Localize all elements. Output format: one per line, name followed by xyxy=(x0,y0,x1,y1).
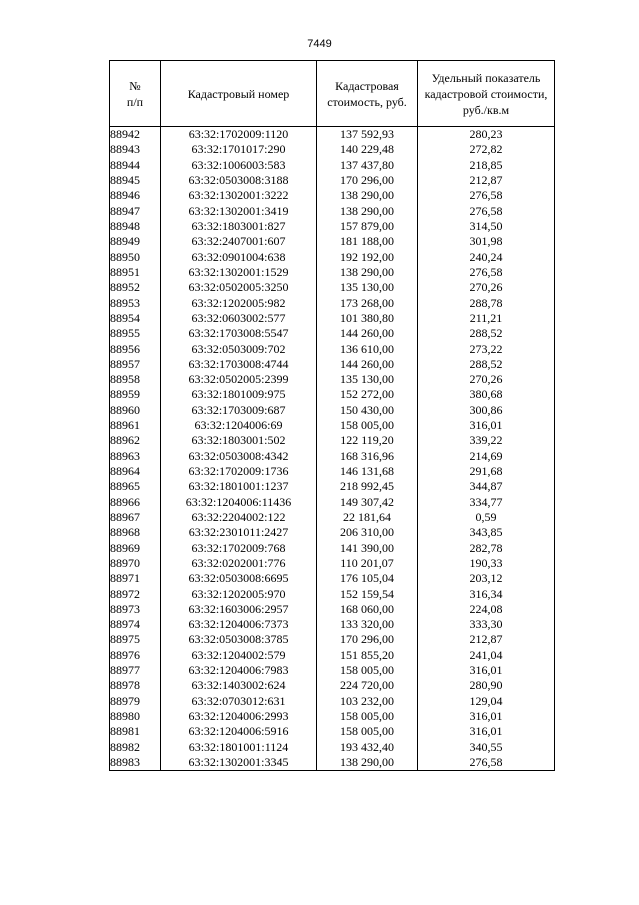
table-row xyxy=(110,173,555,188)
cell-num: 88974 xyxy=(110,617,161,632)
cell-num: 88948 xyxy=(110,219,161,234)
cell-cadastral-number: 63:32:1703008:5547 xyxy=(161,326,317,341)
table-row xyxy=(110,525,555,540)
cadastral-table xyxy=(109,60,555,771)
cell-cadastral-value: 122 119,20 xyxy=(317,433,418,448)
cell-cadastral-value: 170 296,00 xyxy=(317,632,418,647)
cell-cadastral-value: 218 992,45 xyxy=(317,479,418,494)
cell-cadastral-number: 63:32:0502005:3250 xyxy=(161,280,317,295)
cell-specific-indicator: 276,58 xyxy=(418,204,555,219)
cell-cadastral-value: 137 592,93 xyxy=(317,127,418,143)
table-row xyxy=(110,372,555,387)
cell-cadastral-number: 63:32:0503009:702 xyxy=(161,341,317,356)
cell-num: 88975 xyxy=(110,632,161,647)
cell-cadastral-number: 63:32:0503008:4342 xyxy=(161,449,317,464)
cell-cadastral-number: 63:32:1204006:69 xyxy=(161,418,317,433)
table-row xyxy=(110,449,555,464)
cell-cadastral-number: 63:32:1702009:1736 xyxy=(161,464,317,479)
table-row xyxy=(110,188,555,203)
cell-cadastral-number: 63:32:1204006:2993 xyxy=(161,709,317,724)
cell-num: 88961 xyxy=(110,418,161,433)
cell-specific-indicator: 339,22 xyxy=(418,433,555,448)
cell-cadastral-value: 140 229,48 xyxy=(317,142,418,157)
table-row xyxy=(110,219,555,234)
cell-specific-indicator: 288,78 xyxy=(418,295,555,310)
cell-cadastral-value: 144 260,00 xyxy=(317,357,418,372)
cell-cadastral-value: 151 855,20 xyxy=(317,648,418,663)
cell-cadastral-number: 63:32:1302001:3345 xyxy=(161,755,317,771)
cell-specific-indicator: 224,08 xyxy=(418,602,555,617)
cell-cadastral-number: 63:32:1803001:827 xyxy=(161,219,317,234)
cell-cadastral-value: 192 192,00 xyxy=(317,250,418,265)
table-header-row xyxy=(110,61,555,127)
header-num: № п/п xyxy=(110,61,161,127)
cell-cadastral-value: 206 310,00 xyxy=(317,525,418,540)
cell-num: 88945 xyxy=(110,173,161,188)
cell-num: 88964 xyxy=(110,464,161,479)
cell-cadastral-value: 168 316,96 xyxy=(317,449,418,464)
table-row xyxy=(110,648,555,663)
table-row xyxy=(110,632,555,647)
cell-specific-indicator: 212,87 xyxy=(418,173,555,188)
cell-specific-indicator: 340,55 xyxy=(418,740,555,755)
cell-specific-indicator: 316,01 xyxy=(418,709,555,724)
cell-specific-indicator: 280,90 xyxy=(418,678,555,693)
cell-specific-indicator: 276,58 xyxy=(418,265,555,280)
cell-num: 88969 xyxy=(110,540,161,555)
cell-cadastral-number: 63:32:1801001:1124 xyxy=(161,740,317,755)
cell-num: 88979 xyxy=(110,694,161,709)
cell-specific-indicator: 211,21 xyxy=(418,311,555,326)
cell-cadastral-value: 138 290,00 xyxy=(317,755,418,771)
cell-specific-indicator: 218,85 xyxy=(418,158,555,173)
cell-num: 88968 xyxy=(110,525,161,540)
cell-num: 88957 xyxy=(110,357,161,372)
table-row xyxy=(110,403,555,418)
cell-specific-indicator: 300,86 xyxy=(418,403,555,418)
table-row xyxy=(110,479,555,494)
cell-cadastral-value: 149 307,42 xyxy=(317,495,418,510)
cell-num: 88946 xyxy=(110,188,161,203)
table-row xyxy=(110,127,555,143)
cell-cadastral-number: 63:32:1603006:2957 xyxy=(161,602,317,617)
table-row xyxy=(110,602,555,617)
cell-cadastral-number: 63:32:1702009:768 xyxy=(161,540,317,555)
cell-specific-indicator: 273,22 xyxy=(418,341,555,356)
table-row xyxy=(110,326,555,341)
cell-num: 88944 xyxy=(110,158,161,173)
table-row xyxy=(110,709,555,724)
cell-cadastral-number: 63:32:2204002:122 xyxy=(161,510,317,525)
cell-cadastral-number: 63:32:2407001:607 xyxy=(161,234,317,249)
cell-cadastral-value: 135 130,00 xyxy=(317,372,418,387)
table-row xyxy=(110,433,555,448)
cell-specific-indicator: 240,24 xyxy=(418,250,555,265)
cell-specific-indicator: 276,58 xyxy=(418,188,555,203)
cell-cadastral-number: 63:32:1703009:687 xyxy=(161,403,317,418)
cell-cadastral-number: 63:32:1801009:975 xyxy=(161,387,317,402)
cell-cadastral-number: 63:32:0603002:577 xyxy=(161,311,317,326)
table-row xyxy=(110,694,555,709)
cell-cadastral-number: 63:32:2301011:2427 xyxy=(161,525,317,540)
table-row xyxy=(110,142,555,157)
cell-num: 88966 xyxy=(110,495,161,510)
cell-cadastral-number: 63:32:1803001:502 xyxy=(161,433,317,448)
cell-cadastral-number: 63:32:1204006:7373 xyxy=(161,617,317,632)
cell-specific-indicator: 334,77 xyxy=(418,495,555,510)
cell-cadastral-value: 138 290,00 xyxy=(317,204,418,219)
cell-cadastral-value: 168 060,00 xyxy=(317,602,418,617)
cell-specific-indicator: 280,23 xyxy=(418,127,555,143)
cell-cadastral-number: 63:32:1204006:5916 xyxy=(161,724,317,739)
cell-cadastral-number: 63:32:0503008:3188 xyxy=(161,173,317,188)
cell-num: 88949 xyxy=(110,234,161,249)
cell-cadastral-value: 176 105,04 xyxy=(317,571,418,586)
cell-cadastral-value: 22 181,64 xyxy=(317,510,418,525)
cell-num: 88956 xyxy=(110,341,161,356)
cell-specific-indicator: 301,98 xyxy=(418,234,555,249)
cell-specific-indicator: 316,01 xyxy=(418,663,555,678)
cell-cadastral-number: 63:32:1302001:3222 xyxy=(161,188,317,203)
cell-num: 88958 xyxy=(110,372,161,387)
cell-specific-indicator: 314,50 xyxy=(418,219,555,234)
table-row xyxy=(110,510,555,525)
cell-num: 88981 xyxy=(110,724,161,739)
cell-specific-indicator: 282,78 xyxy=(418,540,555,555)
table-row xyxy=(110,265,555,280)
cell-specific-indicator: 270,26 xyxy=(418,280,555,295)
cell-cadastral-number: 63:32:1204002:579 xyxy=(161,648,317,663)
cell-cadastral-value: 144 260,00 xyxy=(317,326,418,341)
cell-cadastral-value: 181 188,00 xyxy=(317,234,418,249)
cell-cadastral-number: 63:32:1801001:1237 xyxy=(161,479,317,494)
cell-num: 88977 xyxy=(110,663,161,678)
cell-num: 88967 xyxy=(110,510,161,525)
table-row xyxy=(110,341,555,356)
cell-cadastral-number: 63:32:0901004:638 xyxy=(161,250,317,265)
cell-cadastral-value: 157 879,00 xyxy=(317,219,418,234)
cell-num: 88970 xyxy=(110,556,161,571)
table-row xyxy=(110,495,555,510)
cell-specific-indicator: 316,01 xyxy=(418,724,555,739)
cell-cadastral-value: 133 320,00 xyxy=(317,617,418,632)
cell-cadastral-value: 138 290,00 xyxy=(317,188,418,203)
cell-specific-indicator: 212,87 xyxy=(418,632,555,647)
table-row xyxy=(110,250,555,265)
cell-num: 88965 xyxy=(110,479,161,494)
cell-num: 88978 xyxy=(110,678,161,693)
cell-num: 88953 xyxy=(110,295,161,310)
table-row xyxy=(110,740,555,755)
cell-specific-indicator: 343,85 xyxy=(418,525,555,540)
cell-num: 88972 xyxy=(110,586,161,601)
table-row xyxy=(110,540,555,555)
header-cadastral-value: Кадастровая стоимость, руб. xyxy=(317,61,418,127)
cell-num: 88960 xyxy=(110,403,161,418)
table-row xyxy=(110,724,555,739)
header-specific-indicator: Удельный показатель кадастровой стоимости, руб./кв.м xyxy=(418,61,555,127)
cell-cadastral-number: 63:32:1302001:1529 xyxy=(161,265,317,280)
cell-specific-indicator: 380,68 xyxy=(418,387,555,402)
cell-cadastral-number: 63:32:0503008:3785 xyxy=(161,632,317,647)
cell-cadastral-value: 158 005,00 xyxy=(317,418,418,433)
table-row xyxy=(110,418,555,433)
cell-specific-indicator: 129,04 xyxy=(418,694,555,709)
cell-specific-indicator: 288,52 xyxy=(418,326,555,341)
table-row xyxy=(110,234,555,249)
table-row xyxy=(110,663,555,678)
cell-num: 88980 xyxy=(110,709,161,724)
cell-cadastral-value: 138 290,00 xyxy=(317,265,418,280)
cell-cadastral-number: 63:32:0703012:631 xyxy=(161,694,317,709)
cell-cadastral-value: 193 432,40 xyxy=(317,740,418,755)
cell-specific-indicator: 190,33 xyxy=(418,556,555,571)
cell-specific-indicator: 214,69 xyxy=(418,449,555,464)
cell-cadastral-value: 136 610,00 xyxy=(317,341,418,356)
cell-cadastral-number: 63:32:1204006:11436 xyxy=(161,495,317,510)
cell-specific-indicator: 333,30 xyxy=(418,617,555,632)
table-row xyxy=(110,204,555,219)
cell-cadastral-number: 63:32:1302001:3419 xyxy=(161,204,317,219)
header-cadastral-number: Кадастровый номер xyxy=(161,61,317,127)
cell-num: 88951 xyxy=(110,265,161,280)
cell-num: 88943 xyxy=(110,142,161,157)
cell-num: 88973 xyxy=(110,602,161,617)
cell-cadastral-value: 173 268,00 xyxy=(317,295,418,310)
table-row xyxy=(110,617,555,632)
cell-cadastral-number: 63:32:1202005:970 xyxy=(161,586,317,601)
cell-cadastral-value: 150 430,00 xyxy=(317,403,418,418)
table-row xyxy=(110,678,555,693)
cell-num: 88952 xyxy=(110,280,161,295)
table-row xyxy=(110,295,555,310)
cell-cadastral-number: 63:32:1702009:1120 xyxy=(161,127,317,143)
cell-specific-indicator: 0,59 xyxy=(418,510,555,525)
table-row xyxy=(110,387,555,402)
cell-num: 88947 xyxy=(110,204,161,219)
cell-cadastral-value: 158 005,00 xyxy=(317,724,418,739)
cell-cadastral-value: 137 437,80 xyxy=(317,158,418,173)
cell-cadastral-value: 135 130,00 xyxy=(317,280,418,295)
cell-specific-indicator: 288,52 xyxy=(418,357,555,372)
cell-cadastral-value: 158 005,00 xyxy=(317,663,418,678)
cell-specific-indicator: 316,01 xyxy=(418,418,555,433)
cell-cadastral-number: 63:32:1204006:7983 xyxy=(161,663,317,678)
cell-cadastral-value: 158 005,00 xyxy=(317,709,418,724)
cell-specific-indicator: 241,04 xyxy=(418,648,555,663)
cell-num: 88954 xyxy=(110,311,161,326)
cell-cadastral-value: 103 232,00 xyxy=(317,694,418,709)
cell-cadastral-number: 63:32:1202005:982 xyxy=(161,295,317,310)
table-row xyxy=(110,158,555,173)
cell-num: 88962 xyxy=(110,433,161,448)
cell-cadastral-value: 152 159,54 xyxy=(317,586,418,601)
cell-specific-indicator: 344,87 xyxy=(418,479,555,494)
cell-num: 88971 xyxy=(110,571,161,586)
cell-cadastral-number: 63:32:0503008:6695 xyxy=(161,571,317,586)
cell-specific-indicator: 276,58 xyxy=(418,755,555,771)
cell-num: 88959 xyxy=(110,387,161,402)
cell-cadastral-number: 63:32:1006003:583 xyxy=(161,158,317,173)
cell-cadastral-value: 141 390,00 xyxy=(317,540,418,555)
cell-cadastral-value: 224 720,00 xyxy=(317,678,418,693)
cell-cadastral-value: 101 380,80 xyxy=(317,311,418,326)
table-row xyxy=(110,311,555,326)
cell-cadastral-number: 63:32:1403002:624 xyxy=(161,678,317,693)
table-row xyxy=(110,755,555,771)
cell-specific-indicator: 291,68 xyxy=(418,464,555,479)
cell-specific-indicator: 272,82 xyxy=(418,142,555,157)
cell-num: 88976 xyxy=(110,648,161,663)
cell-num: 88982 xyxy=(110,740,161,755)
cell-specific-indicator: 270,26 xyxy=(418,372,555,387)
cell-cadastral-number: 63:32:1701017:290 xyxy=(161,142,317,157)
table-row xyxy=(110,464,555,479)
table-row xyxy=(110,556,555,571)
cell-cadastral-value: 146 131,68 xyxy=(317,464,418,479)
cell-num: 88983 xyxy=(110,755,161,771)
cell-num: 88955 xyxy=(110,326,161,341)
cell-num: 88950 xyxy=(110,250,161,265)
cell-cadastral-number: 63:32:0502005:2399 xyxy=(161,372,317,387)
table-row xyxy=(110,571,555,586)
table-body xyxy=(110,127,555,771)
cell-specific-indicator: 203,12 xyxy=(418,571,555,586)
cell-cadastral-number: 63:32:0202001:776 xyxy=(161,556,317,571)
cell-num: 88942 xyxy=(110,127,161,143)
cell-cadastral-value: 170 296,00 xyxy=(317,173,418,188)
cell-specific-indicator: 316,34 xyxy=(418,586,555,601)
table-row xyxy=(110,357,555,372)
page-number: 7449 xyxy=(307,38,332,50)
cell-cadastral-value: 110 201,07 xyxy=(317,556,418,571)
cell-cadastral-value: 152 272,00 xyxy=(317,387,418,402)
cell-num: 88963 xyxy=(110,449,161,464)
table-row xyxy=(110,280,555,295)
table-row xyxy=(110,586,555,601)
cell-cadastral-number: 63:32:1703008:4744 xyxy=(161,357,317,372)
